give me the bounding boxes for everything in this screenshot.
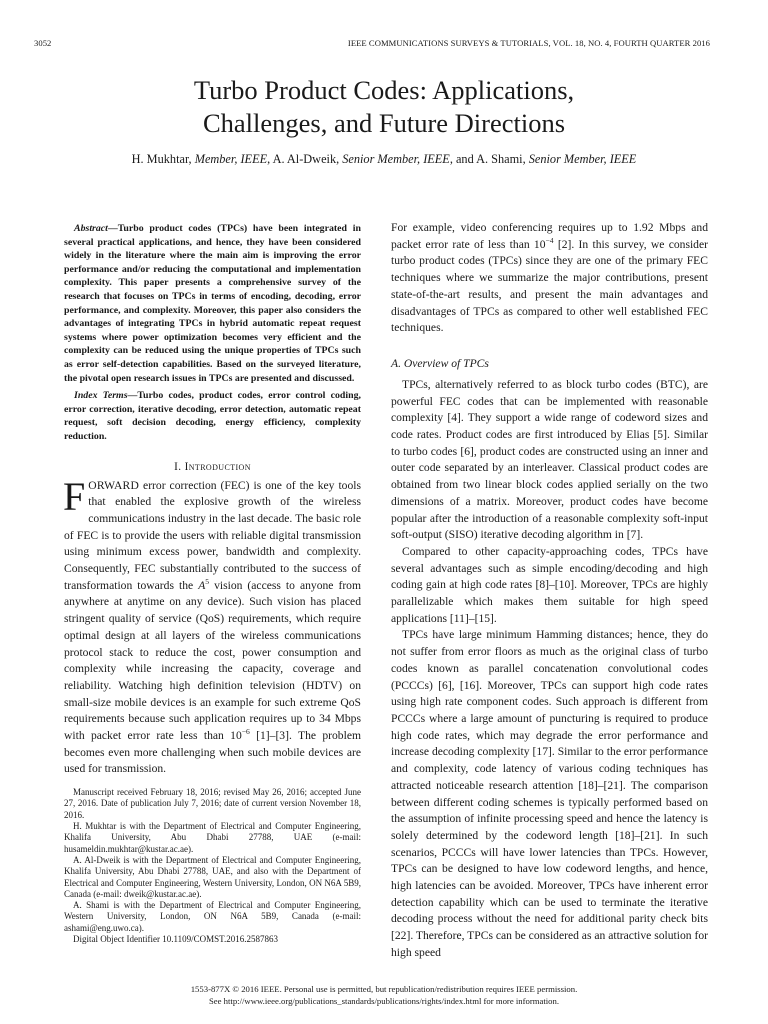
copyright-line-2: See http://www.ieee.org/publications_standards/publications/rights/index.html for more information.: [208, 996, 560, 1007]
intro-text-3: [1]–[3]. The problem becomes even more challenging when such mobile devices are used for transmission.: [64, 729, 361, 776]
section-number: I.: [174, 460, 182, 473]
intro-text-1: error correction (FEC) is one of the key tools that enabled the explosive growth of the wireless communications industry in the last decade. The basic role of FEC is to provide the users with reliable digital transmission using minimum excess power, bandwidth and complexity. Consequently, FEC substantially contributed to the success of transformation towards the: [64, 478, 361, 592]
footnote-doi: Digital Object Identifier 10.1109/COMST.2016.2587863: [73, 934, 278, 945]
overview-paragraph-3: TPCs have large minimum Hamming distances; hence, they do not suffer from error floors as much as the original class of turbo codes known as parallel concatenation convolutional codes (PCCCs) [6], [16]. Moreover, TPCs can support high code rates using high rate component codes. Such approach is different from PCCCs where a large amount of puncturing is required to produce high code rates, which may degrade the error performance and increase decoding complexity [17]. Similar to the error performance and complexity, code latency of various coding techniques has attracted noticeable research attention [18]–[21]. The comparison between different coding schemes is typically performed based on the assumption of infinite processing speed and hence the latency is solely determined by the codeword length [18]–[21]. In such scenarios, PCCCs will have lower latencies than TPCs. However, TPCs can be designed to have low codeword lengths, and hence, high latencies can be avoided. Moreover, TPCs have inherent error detection capability which can be used to terminate the iterative decoding process without the need for additional parity check bits [22]. Therefore, TPCs can be considered as an attractive solution for high speed: [391, 628, 709, 959]
author-2-name: , A. Al-Dweik,: [267, 152, 340, 166]
continued-text-2: [2]. In this survey, we consider turbo product codes (TPCs) since they are one of the primary FEC techniques where we summarize the major contributions, present state-of-the-art results, and present the main advantages and disadvantages of TPCs as compared to other well established FEC techniques.: [391, 237, 708, 335]
overview-paragraph-1: TPCs, alternatively referred to as block turbo codes (BTC), are powerful FEC codes that can be implemented with reasonable complexity [4]. They support a wide range of codeword sizes and code rates. Product codes are first introduced by Elias [5]. Similar to turbo codes [6], product codes are constructed using an inner and outer code separated by an interleaver. Classical product codes are obtained from two linear block codes applied serially on the two dimensions of a matrix. Moreover, product codes have become popular after the introduction of a reasonable complexity soft-input soft-output (SISO) iterative decoding algorithm in [7].: [391, 377, 708, 542]
paper-title: [0, 74, 768, 140]
page-number: 3052: [34, 38, 52, 48]
index-terms-text: —Turbo codes, product codes, error control coding, error correction, iterative decoding, error detection, automatic repeat request, soft decision decoding, energy efficiency, complexity reduction.: [64, 390, 361, 442]
copyright-line-1: 1553-877X © 2016 IEEE. Personal use is permitted, but republication/redistribution requires IEEE permission.: [190, 984, 578, 994]
author-3-name: , and A. Shami,: [449, 152, 526, 166]
right-column: [391, 220, 708, 962]
a5-superscript: 5: [205, 576, 210, 586]
intro-lead-word: ORWARD: [88, 478, 140, 492]
subsection-heading: A. Overview of TPCs: [391, 356, 489, 370]
footnote-author-2: A. Al-Dweik is with the Department of Electrical and Computer Engineering, Khalifa University, Abu Dhabi 27788, UAE, and also with the Department of Electrical and Computer Engineering, Western University, London, ON N6A 5B9, Canada (e-mail: dweik@kustar.ac.ae).: [64, 854, 361, 899]
a5-base: A: [198, 578, 206, 592]
index-terms: [64, 389, 361, 443]
author-1-role: Member, IEEE: [194, 152, 268, 166]
journal-header: IEEE COMMUNICATIONS SURVEYS & TUTORIALS, VOL. 18, NO. 4, FOURTH QUARTER 2016: [347, 38, 710, 48]
continued-paragraph: [391, 220, 708, 337]
copyright-footer: [0, 983, 768, 1007]
intro-text-2: vision (access to anyone from anywhere at anytime on any device). Such vision has placed stringent quality of service (QoS) requirements, which require optimal design at all layers of the wireless communications protocol stack to reduce the cost, power consumption and complexity while increasing the capacity, coverage and reliability. Watching high definition television (HDTV) on small-size mobile devices is an example for such extreme QoS requirements because such application requires up to 34 Mbps with packet error rate less than 10: [64, 578, 361, 743]
title-line-1: Turbo Product Codes: Applications,: [193, 75, 575, 105]
section-title: Introduction: [184, 460, 251, 473]
drop-cap: F: [63, 473, 86, 519]
abstract-label: Abstract: [74, 223, 108, 234]
left-column: [64, 222, 361, 945]
footnote-author-3: A. Shami is with the Department of Electrical and Computer Engineering, Western University, London, ON N6A 5B9, Canada (e-mail: ashami@eng.uwo.ca).: [64, 900, 361, 933]
per-exponent: −6: [241, 727, 250, 737]
author-2-role: Senior Member, IEEE: [342, 152, 450, 166]
footnote-manuscript: Manuscript received February 18, 2016; revised May 26, 2016; accepted June 27, 2016. Date of publication July 7, 2016; date of current version November 18, 2016.: [64, 787, 361, 820]
author-3-role: Senior Member, IEEE: [528, 152, 637, 166]
continued-text-1: For example, video conferencing requires up to 1.92 Mbps and packet error rate of less than 10: [391, 221, 708, 251]
author-list: [0, 152, 768, 167]
section-heading-introduction: [64, 461, 361, 473]
overview-paragraph-2: Compared to other capacity-approaching codes, TPCs have several advantages such as simple encoding/decoding and high coding gain at high code rates [8]–[10]. Moreover, TPCs are highly parallelizable which makes them suitable for high speed applications [11]–[15].: [391, 544, 708, 625]
title-line-2: Challenges, and Future Directions: [202, 108, 566, 138]
intro-paragraph: [63, 473, 361, 779]
per-exponent-2: −4: [545, 235, 554, 245]
author-1-name: H. Mukhtar,: [131, 152, 192, 166]
abstract: [64, 222, 361, 385]
footnote-author-1: H. Mukhtar is with the Department of Electrical and Computer Engineering, Khalifa University, Abu Dhabi 27788, UAE (e-mail: husameldin.mukhtar@kustar.ac.ae).: [64, 821, 361, 854]
abstract-text: —Turbo product codes (TPCs) have been integrated in several practical applications, and hence, they have been considered widely in the literature where the main aim is improving the error performance and/or reducing the computational and implementation complexity. This paper presents a comprehensive survey of the research that focuses on TPCs in terms of encoding, decoding, error performance, and complexity. Moreover, this paper also considers the advantages of integrating TPCs in hybrid automatic repeat request systems where power optimization becomes very efficient and the complexity can be reduced using the unique properties of TPCs such as error self-detection capabilities. Based on the surveyed literature, the pivotal open research issues in TPCs are presented and discussed.: [64, 223, 361, 384]
index-terms-label: Index Terms: [74, 390, 128, 402]
footnotes: [64, 787, 361, 945]
